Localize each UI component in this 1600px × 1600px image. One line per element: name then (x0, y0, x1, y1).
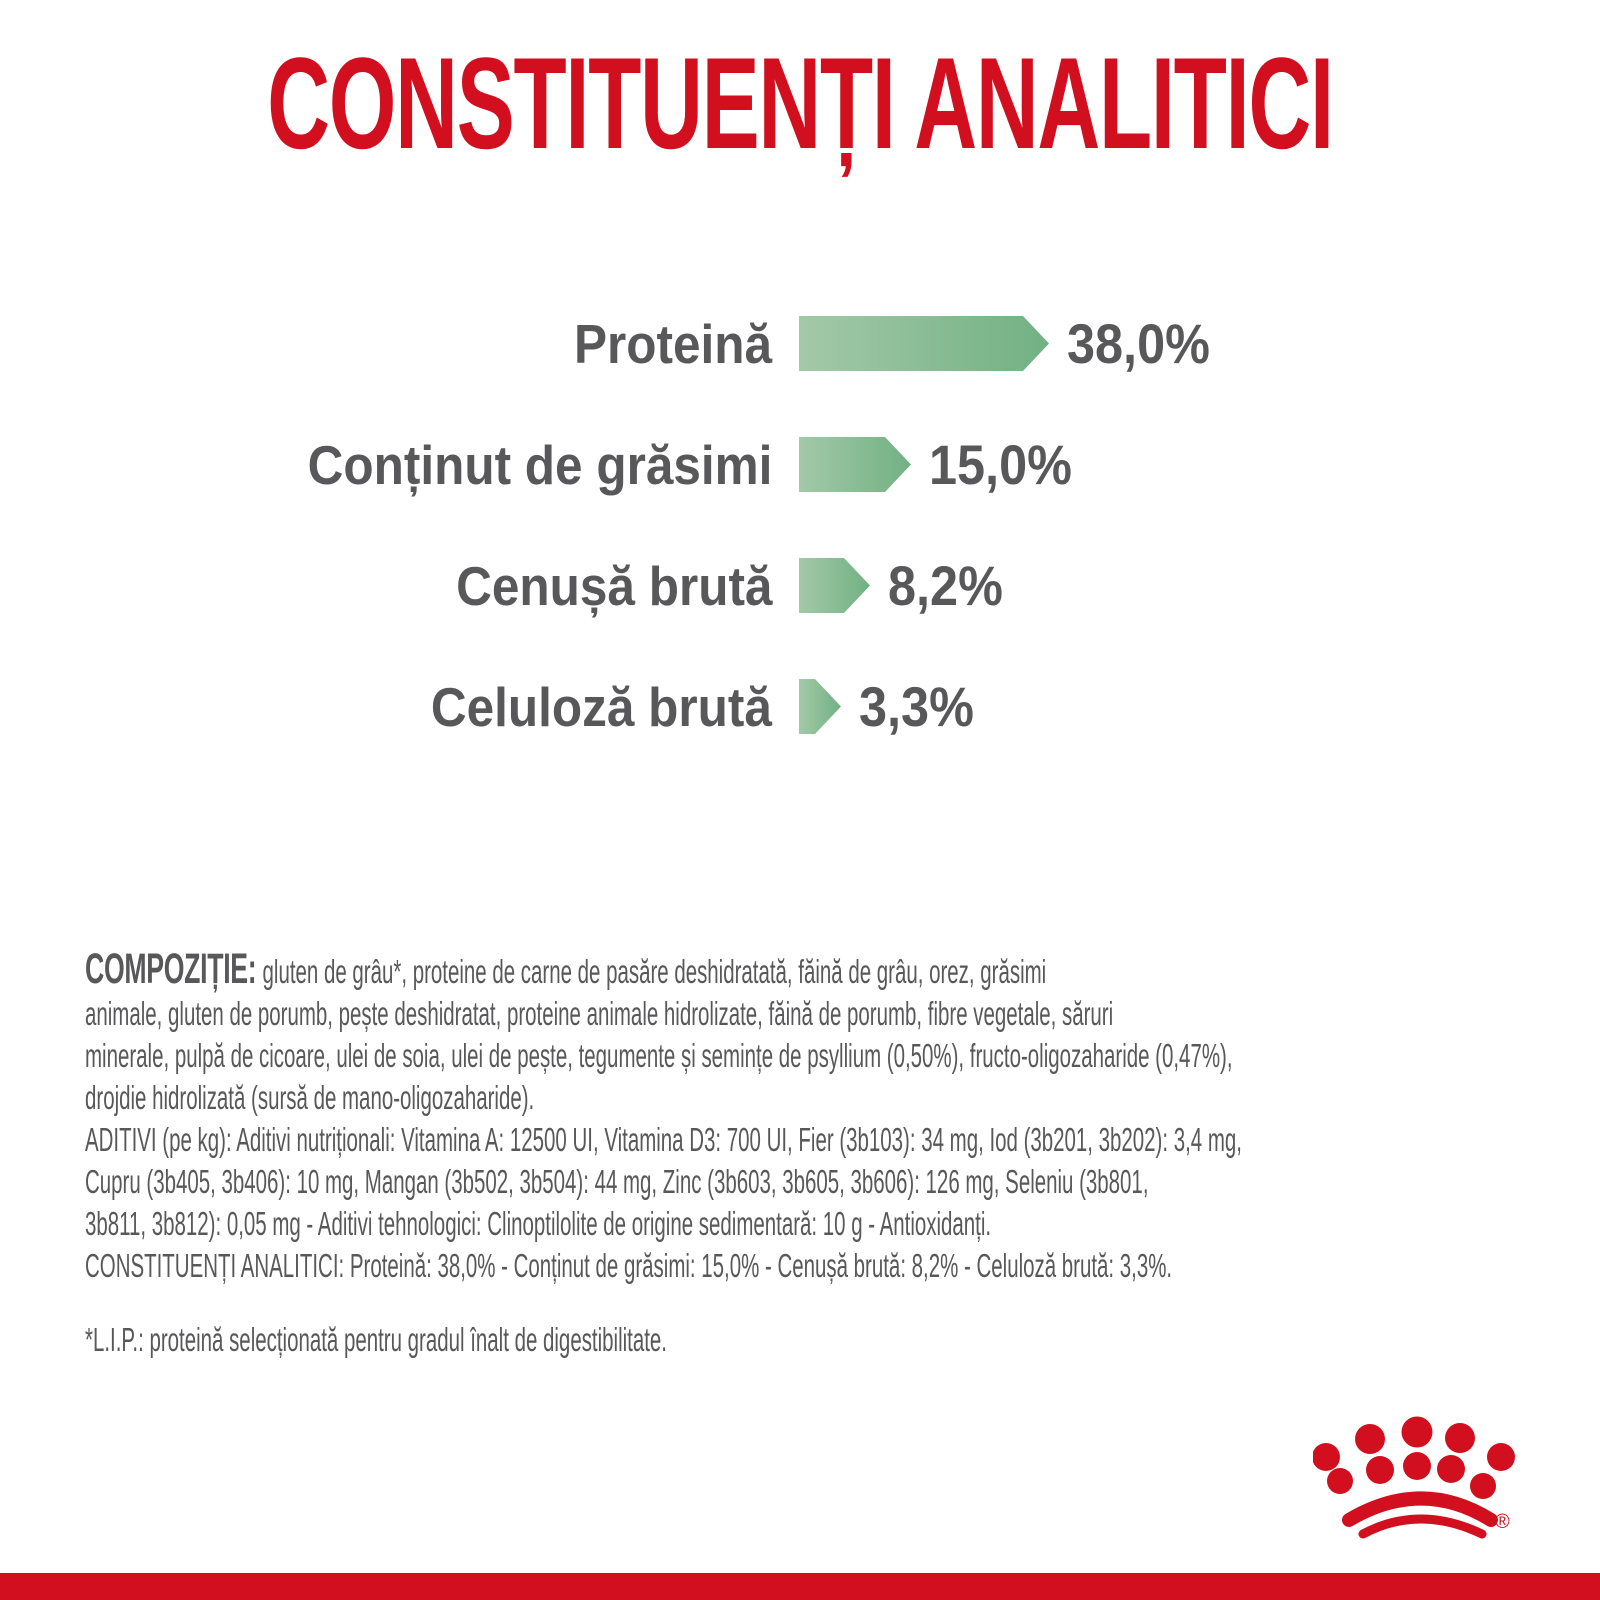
row-value: 15,0% (929, 433, 1072, 496)
registered-trademark-icon: ® (1495, 1511, 1510, 1533)
additives-line: 3b811, 3b812): 0,05 mg - Aditivi tehnologici: Clinoptilolite de origine sedimentară: 10 g - Antioxidanți. (85, 1205, 992, 1242)
royal-canin-crown-logo-icon (1313, 1416, 1518, 1548)
chart-row (85, 646, 1515, 767)
bar-arrow (799, 437, 911, 492)
bar-arrow (799, 679, 841, 734)
row-label: Celuloză brută (430, 675, 772, 738)
additives-line: ADITIVI (pe kg): Aditivi nutriționali: Vitamina A: 12500 UI, Vitamina D3: 700 UI, Fier (3b103): 34 mg, Iod (3b201, 3b202): 3,4 mg, (85, 1121, 1242, 1158)
composition-line: animale, gluten de porumb, pește deshidratat, proteine animale hidrolizate, făină de porumb, fibre vegetale, săruri (85, 995, 1114, 1032)
additives-line: Cupru (3b405, 3b406): 10 mg, Mangan (3b502, 3b504): 44 mg, Zinc (3b603, 3b605, 3b606): 126 mg, Seleniu (3b801, (85, 1163, 1149, 1200)
bar-arrow (799, 558, 870, 613)
composition-heading: COMPOZIȚIE: (85, 945, 257, 993)
row-label: Cenușă brută (455, 554, 772, 617)
composition-line: drojdie hidrolizată (sursă de mano-oligozaharide). (85, 1079, 535, 1116)
row-value: 8,2% (888, 554, 1003, 617)
row-value: 3,3% (859, 675, 974, 738)
bottom-red-band (0, 1573, 1600, 1600)
composition-text-block (85, 945, 1242, 1361)
composition-line: minerale, pulpă de cicoare, ulei de soia, ulei de pește, tegumente și semințe de psyllium (0,50%), fructo-oligozaharide (0,47%), (85, 1037, 1233, 1074)
row-label: Conținut de grăsimi (307, 433, 772, 496)
lip-footnote: *L.I.P.: proteină selecționată pentru gradul înalt de digestibilitate. (85, 1321, 667, 1358)
chart-row (85, 404, 1515, 525)
row-label: Proteină (573, 312, 772, 375)
row-value: 38,0% (1067, 312, 1210, 375)
composition-line: COMPOZIȚIE: gluten de grâu*, proteine de carne de pasăre deshidratată, făină de grâu, orez, grăsimi (85, 945, 1047, 993)
chart-row (85, 525, 1515, 646)
analytical-constituents-line: CONSTITUENȚI ANALITICI: Proteină: 38,0% - Conținut de grăsimi: 15,0% - Cenușă brută: 8,2% - Celuloză brută: 3,3%. (85, 1247, 1173, 1284)
bar-arrow (799, 316, 1049, 371)
chart-row (85, 283, 1515, 404)
page-title: CONSTITUENȚI ANALITICI (267, 30, 1333, 176)
analytical-constituents-chart (85, 283, 1515, 767)
